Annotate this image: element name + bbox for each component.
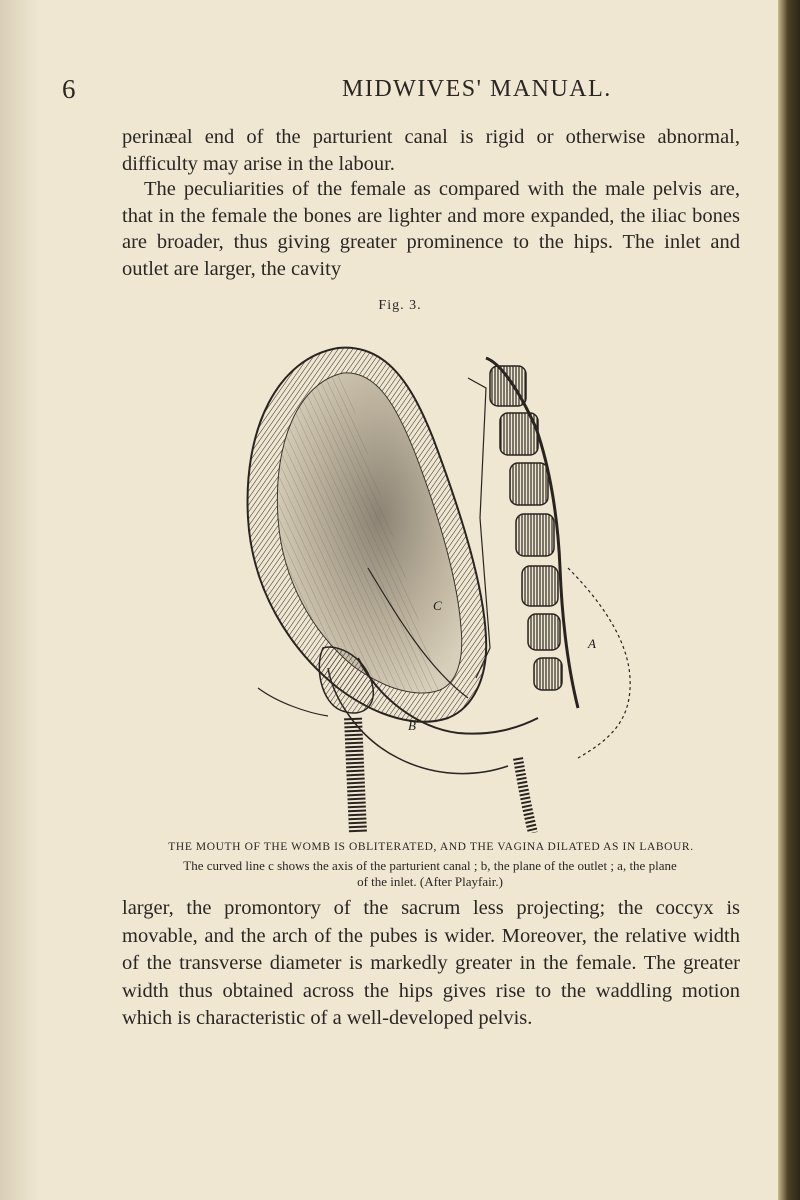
marker-c: C (433, 598, 442, 613)
figure-label: Fig. 3. (378, 298, 422, 313)
book-binding-edge (778, 0, 800, 1200)
paragraph-2: The peculiarities of the female as compared with the male pelvis are, that in the female the bones are lighter and more expanded, the iliac bones are broader, thus giving greater prominence to the hips. The inlet and outlet are larger, the cavity (122, 178, 740, 280)
page-header (0, 74, 800, 114)
marker-b: B (408, 718, 416, 733)
page-gutter-shade (0, 0, 40, 1200)
figure-caption-body: The curved line c shows the axis of the parturient canal ; b, the plane of the outlet ; a, the plane of the inlet. (After Playfair.) (183, 858, 677, 889)
paragraph-1: perinæal end of the parturient canal is rigid or otherwise abnormal, difficulty may arise in the labour. (122, 126, 740, 175)
running-head: MIDWIVES' MANUAL. (342, 76, 612, 102)
figure-caption-title: THE MOUTH OF THE WOMB IS OBLITERATED, AND THE VAGINA DILATED AS IN LABOUR. (168, 841, 694, 853)
paragraph-3: larger, the promontory of the sacrum less projecting; the coccyx is movable, and the arch of the pubes is wider. Moreover, the relative width of the transverse diameter is markedly greater in the female. The greater width thus obtained across the hips gives rise to the waddling motion which is characteristic of a well-developed pelvis. (122, 897, 740, 1029)
marker-a: A (588, 636, 596, 651)
page-number: 6 (62, 74, 76, 104)
pelvis-illustration (218, 318, 648, 833)
pelvic-outline-dotted (568, 568, 630, 758)
